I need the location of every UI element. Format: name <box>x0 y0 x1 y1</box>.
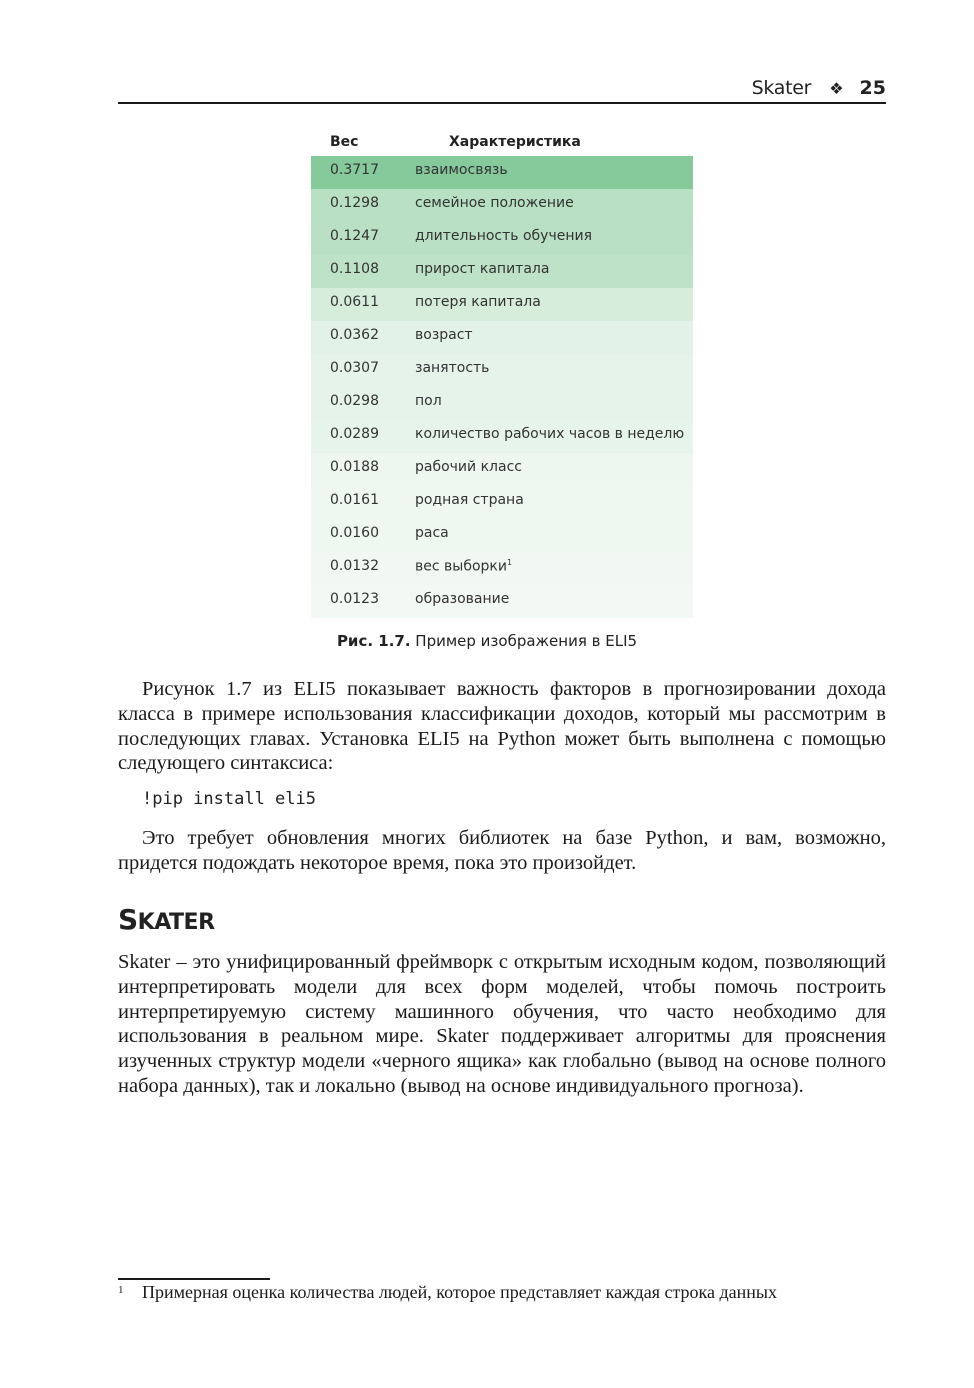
table-row <box>311 288 693 321</box>
feature-label: родная страна <box>415 492 524 508</box>
eli5-weights-figure <box>311 128 693 618</box>
feature-label: семейное положение <box>415 195 574 211</box>
paragraph-install-note: Это требует обновления многих библиотек на базе Python, и вам, возможно, придется подождать некоторое время, пока это произойдет. <box>118 827 886 874</box>
feature-cell <box>415 261 549 277</box>
feature-cell <box>415 327 473 343</box>
feature-cell <box>415 558 512 575</box>
feature-cell <box>415 228 592 244</box>
table-body <box>311 156 693 618</box>
table-header <box>311 128 693 156</box>
feature-label: раса <box>415 525 449 541</box>
feature-label: возраст <box>415 327 473 343</box>
weight-cell: 0.3717 <box>330 162 379 178</box>
page-number: 25 <box>859 77 886 99</box>
feature-cell <box>415 195 574 211</box>
caption-text: Пример изображения в ELI5 <box>410 632 638 650</box>
table-row <box>311 519 693 552</box>
feature-label: вес выборки <box>415 558 507 575</box>
feature-label: рабочий класс <box>415 459 522 475</box>
table-row <box>311 222 693 255</box>
heading-smallcaps: KATER <box>137 910 215 935</box>
running-head-right <box>752 77 886 99</box>
footnote-divider <box>118 1278 270 1280</box>
weight-cell: 0.0298 <box>330 393 379 409</box>
table-row <box>311 420 693 453</box>
weight-cell: 0.0362 <box>330 327 379 343</box>
feature-cell <box>415 393 442 409</box>
feature-label: образование <box>415 591 510 607</box>
column-header-feature: Характеристика <box>449 134 581 150</box>
caption-label: Рис. 1.7. <box>336 632 411 650</box>
table-row <box>311 321 693 354</box>
feature-cell <box>415 525 449 541</box>
feature-cell <box>415 360 489 376</box>
code-snippet: !pip install eli5 <box>142 789 316 809</box>
feature-label: длительность обучения <box>415 228 593 244</box>
table-row <box>311 189 693 222</box>
feature-cell <box>415 162 508 178</box>
weight-cell: 0.0123 <box>330 591 379 607</box>
table-row <box>311 585 693 618</box>
table-row <box>311 552 693 585</box>
feature-label: прирост капитала <box>415 261 550 277</box>
feature-label: количество рабочих часов в неделю <box>415 426 685 442</box>
column-header-weight: Вес <box>330 134 359 150</box>
ornament-icon: ❖ <box>829 78 844 98</box>
feature-cell <box>415 426 684 442</box>
feature-cell <box>415 492 524 508</box>
weight-cell: 0.0289 <box>330 426 379 442</box>
weight-cell: 0.0161 <box>330 492 379 508</box>
weight-cell: 0.0132 <box>330 558 379 574</box>
section-heading-skater <box>118 903 215 936</box>
weight-cell: 0.1298 <box>330 195 379 211</box>
paragraph-eli5-description: Рисунок 1.7 из ELI5 показывает важность факторов в прогнозировании дохода класса в примере использования классификации доходов, который мы рассмотрим в последующих главах. Установка ELI5 на Python может быть выполнена с помощью следующего синтаксиса: <box>118 678 886 775</box>
table-row <box>311 354 693 387</box>
footnote-reference[interactable]: 1 <box>506 558 513 567</box>
weight-cell: 0.1247 <box>330 228 379 244</box>
weight-cell: 0.0307 <box>330 360 379 376</box>
feature-label: занятость <box>415 360 490 376</box>
table-row <box>311 387 693 420</box>
table-row <box>311 255 693 288</box>
footnote-text: Примерная оценка количества людей, которое представляет каждая строка данных <box>142 1282 778 1302</box>
table-row <box>311 156 693 189</box>
heading-initial: S <box>118 903 138 936</box>
feature-label: потеря капитала <box>415 294 541 310</box>
feature-cell <box>415 591 509 607</box>
footnote-number: 1 <box>118 1284 124 1296</box>
table-row <box>311 453 693 486</box>
feature-cell <box>415 294 541 310</box>
paragraph-skater-description: Skater – это унифицированный фреймворк с открытым исходным кодом, позволяющий интерпретировать модели для всех форм моделей, чтобы помочь построить интерпретируемую систему машинного обучения, что часто необходимо для использования в реальном мире. Skater поддерживает алгоритмы для прояснения изученных структур модели «черного ящика» как глобально (вывод на основе полного набора данных), так и локально (вывод на основе индивидуального прогноза). <box>118 951 886 1097</box>
weight-cell: 0.0188 <box>330 459 379 475</box>
weight-cell: 0.1108 <box>330 261 379 277</box>
feature-label: пол <box>415 393 442 409</box>
table-row <box>311 486 693 519</box>
weight-cell: 0.0611 <box>330 294 379 310</box>
running-head <box>118 76 886 104</box>
weight-cell: 0.0160 <box>330 525 379 541</box>
feature-cell <box>415 459 522 475</box>
figure-caption <box>0 632 974 650</box>
feature-label: взаимосвязь <box>415 162 508 178</box>
running-head-section-title: Skater <box>751 77 812 99</box>
